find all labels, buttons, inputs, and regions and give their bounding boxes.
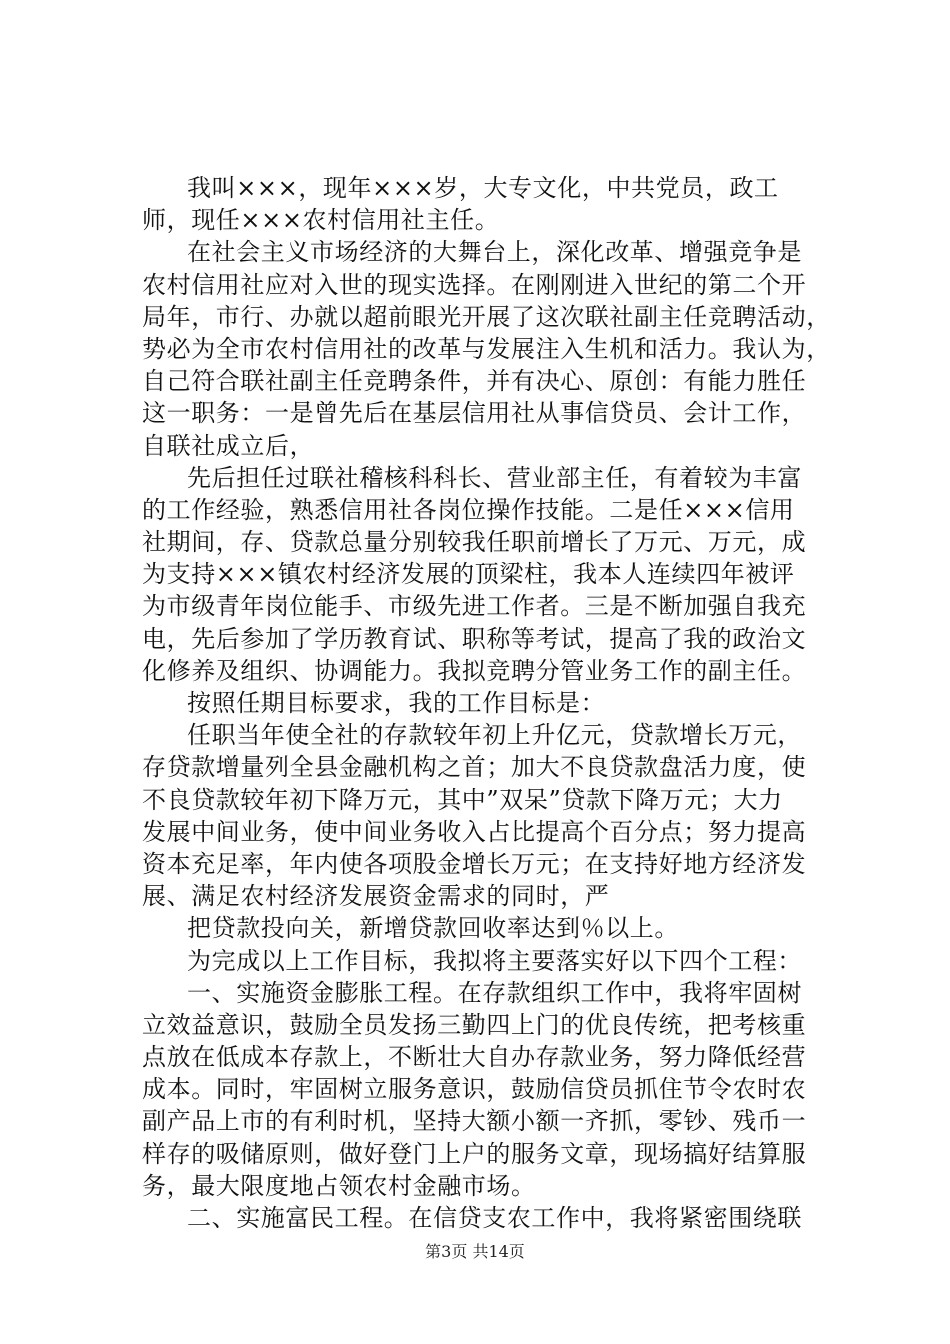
text-line: 样存的吸储原则，做好登门上户的服务文章，现场搞好结算服: [142, 1139, 807, 1168]
text-line: 资本充足率，年内使各项股金增长万元；在支持好地方经济发: [142, 849, 807, 878]
text-line: 电，先后参加了学历教育试、职称等考试，提高了我的政治文: [142, 624, 807, 653]
text-line: 发展中间业务，使中间业务收入占比提高个百分点；努力提高: [142, 817, 807, 846]
text-line: 自己符合联社副主任竞聘条件，并有决心、原创：有能力胜任: [142, 367, 807, 396]
text-line: 的工作经验，熟悉信用社各岗位操作技能。二是任×××信用: [142, 495, 795, 524]
text-line: 展、满足农村经济发展资金需求的同时，严: [142, 882, 610, 911]
text-line: 一、实施资金膨胀工程。在存款组织工作中，我将牢固树: [187, 978, 802, 1007]
text-line: 化修养及组织、协调能力。我拟竞聘分管业务工作的副主任。: [142, 656, 807, 685]
text-line: 成本。同时，牢固树立服务意识，鼓励信贷员抓住节令农时农: [142, 1075, 807, 1104]
text-line: 农村信用社应对入世的现实选择。在刚刚进入世纪的第二个开: [142, 270, 807, 299]
text-line: 立效益意识，鼓励全员发扬三勤四上门的优良传统，把考核重: [142, 1010, 807, 1039]
text-line: 社期间，存、贷款总量分别较我任职前增长了万元、万元，成: [142, 528, 807, 557]
page-footer: 第3页 共14页: [425, 1242, 525, 1261]
text-line: 先后担任过联社稽核科科长、营业部主任，有着较为丰富: [187, 463, 802, 492]
text-line: 副产品上市的有利时机，坚持大额小额一齐抓，零钞、残币一: [142, 1107, 807, 1136]
document-body: [142, 172, 846, 1234]
text-line: 这一职务：一是曾先后在基层信用社从事信贷员、会计工作，: [142, 399, 807, 428]
text-line: 师，现任×××农村信用社主任。: [142, 206, 500, 235]
text-line: 任职当年使全社的存款较年初上升亿元，贷款增长万元，: [187, 721, 802, 750]
text-line: 在社会主义市场经济的大舞台上，深化改革、增强竞争是: [187, 238, 802, 267]
text-line: 务，最大限度地占领农村金融市场。: [142, 1171, 536, 1200]
text-line: 按照任期目标要求，我的工作目标是：: [187, 689, 606, 717]
text-line: 存贷款增量列全县金融机构之首；加大不良贷款盘活力度，使: [142, 753, 807, 782]
text-line: 自联社成立后，: [142, 431, 315, 460]
text-line: 为完成以上工作目标，我拟将主要落实好以下四个工程：: [187, 946, 802, 975]
text-line: 局年，市行、办就以超前眼光开展了这次联社副主任竞聘活动，: [142, 302, 831, 331]
text-line: 二、实施富民工程。在信贷支农工作中，我将紧密围绕联: [187, 1204, 802, 1232]
text-line: 不良贷款较年初下降万元，其中”双呆”贷款下降万元；大力: [142, 785, 783, 814]
text-line: 为市级青年岗位能手、市级先进工作者。三是不断加强自我充: [142, 592, 807, 621]
text-line: 把贷款投向关，新增贷款回收率达到％以上。: [187, 914, 679, 943]
text-line: 为支持×××镇农村经济发展的顶梁柱，我本人连续四年被评: [142, 560, 795, 589]
text-line: 点放在低成本存款上，不断壮大自办存款业务，努力降低经营: [142, 1043, 807, 1072]
text-line: 势必为全市农村信用社的改革与发展注入生机和活力。我认为，: [142, 334, 831, 363]
text-line: 我叫×××，现年×××岁，大专文化，中共党员，政工: [187, 174, 779, 202]
